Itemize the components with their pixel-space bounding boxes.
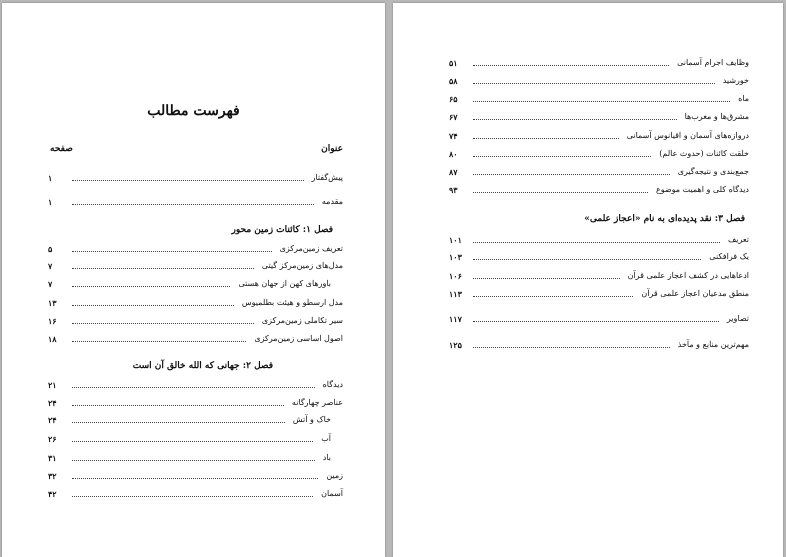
dot-leader (473, 118, 677, 120)
toc-entry-label: پیش‌گفتار (311, 173, 343, 182)
left-page (2, 3, 385, 557)
toc-entry-page-number: ۹۳ (449, 185, 458, 195)
toc-entry-page-number: ۵ (48, 244, 53, 254)
toc-entry (449, 54, 749, 68)
dot-leader (72, 285, 230, 287)
toc-entry (48, 449, 331, 463)
toc-entry-label: اصول اساسی زمین‌مرکزی (254, 334, 343, 343)
toc-entry (48, 411, 331, 425)
dot-leader (72, 322, 254, 324)
toc-entry-page-number: ۲۴ (48, 415, 57, 425)
toc-entry-label: زمین (326, 471, 343, 480)
toc-entry-page-number: ۴۲ (48, 489, 57, 499)
toc-entry-page-number: ۱۲۵ (449, 340, 462, 350)
dot-leader (72, 304, 234, 306)
toc-entry-page-number: ۷ (48, 279, 53, 289)
chapter-heading-3: فصل ۳: نقد پدیده‌ای به نام «اعجاز علمی» (584, 214, 745, 224)
toc-entry (449, 248, 749, 262)
toc-title: فهرست مطالب (147, 103, 240, 119)
dot-leader (72, 477, 318, 479)
toc-entry (449, 145, 749, 159)
toc-entry-label: خاک و آتش (292, 415, 331, 424)
toc-entry-label: باد (322, 453, 331, 462)
toc-entry-page-number: ۲۴ (48, 398, 57, 408)
toc-entry (449, 90, 749, 104)
toc-entry-label: تصاویر (726, 314, 749, 323)
dot-leader (473, 64, 669, 66)
toc-entry-label: مقدمه (321, 197, 343, 206)
toc-entry (48, 312, 343, 326)
toc-entry-page-number: ۱ (48, 197, 53, 207)
toc-entry-page-number: ۱۸ (48, 334, 57, 344)
dot-leader (473, 258, 701, 260)
toc-entry (449, 285, 749, 299)
dot-leader (473, 155, 651, 157)
column-header-title: عنوان (321, 144, 343, 154)
toc-entry-label: آب (321, 434, 331, 443)
toc-entry-label: مدل ارسطو و هیئت بطلمیوس (241, 298, 343, 307)
toc-entry (48, 330, 343, 344)
toc-entry (48, 485, 343, 499)
toc-entry (449, 231, 749, 245)
dot-leader (72, 495, 313, 497)
toc-entry-page-number: ۱۰۶ (449, 271, 462, 281)
dot-leader (72, 404, 284, 406)
toc-entry-label: دروازه‌های آسمان و اقیانوس آسمانی (626, 131, 749, 140)
dot-leader (72, 459, 315, 461)
toc-entry-page-number: ۱۱۳ (449, 289, 462, 299)
dot-leader (473, 277, 620, 279)
toc-entry (48, 169, 343, 183)
dot-leader (473, 241, 720, 243)
toc-entry (449, 72, 749, 86)
toc-entry-label: تعریف زمین‌مرکزی (279, 244, 343, 253)
toc-entry-label: ادعاهایی در کشف اعجاز علمی قرآن (627, 271, 749, 280)
toc-entry-page-number: ۸۷ (449, 167, 458, 177)
toc-entry-label: منطق مدعیان اعجاز علمی قرآن (641, 289, 749, 298)
toc-entry (449, 108, 749, 122)
toc-entry-page-number: ۷۴ (449, 131, 458, 141)
toc-entry (48, 430, 331, 444)
toc-entry (48, 467, 343, 481)
toc-entry-page-number: ۶۵ (449, 94, 458, 104)
toc-entry-label: یک فرافکنی (709, 252, 749, 261)
right-page (393, 3, 783, 557)
toc-entry-page-number: ۸۰ (449, 149, 458, 159)
toc-entry-page-number: ۲۱ (48, 380, 57, 390)
toc-entry (449, 127, 749, 141)
toc-entry (449, 336, 749, 350)
toc-entry-label: عناصر چهارگانه (291, 398, 343, 407)
toc-entry-page-number: ۱۱۷ (449, 314, 462, 324)
toc-entry-page-number: ۳۱ (48, 453, 57, 463)
toc-entry-label: مهم‌ترین منابع و مآخذ (677, 340, 749, 349)
toc-entry-label: آسمان (321, 489, 343, 498)
dot-leader (473, 100, 730, 102)
toc-entry (48, 240, 343, 254)
dot-leader (72, 340, 246, 342)
toc-entry-page-number: ۱۰۳ (449, 252, 462, 262)
chapter-heading-1: فصل ۱: کائنات زمین محور (231, 225, 333, 235)
dot-leader (72, 179, 304, 181)
dot-leader (473, 173, 670, 175)
toc-entry-page-number: ۶۷ (449, 112, 458, 122)
toc-entry-label: مدل‌های زمین‌مرکز گیتی (261, 261, 343, 270)
dot-leader (72, 421, 285, 423)
dot-leader (473, 191, 648, 193)
toc-entry-label: وظایف اجرام آسمانی (677, 58, 749, 67)
toc-entry-label: خلقت کائنات (حدوث عالم) (659, 149, 749, 158)
toc-entry-page-number: ۱۰۱ (449, 235, 462, 245)
toc-entry-label: جمع‌بندی و نتیجه‌گیری (677, 167, 749, 176)
toc-entry-page-number: ۳۲ (48, 471, 57, 481)
toc-entry (48, 294, 343, 308)
toc-entry (449, 163, 749, 177)
dot-leader (473, 295, 633, 297)
toc-entry-label: سیر تکاملی زمین‌مرکزی (261, 316, 343, 325)
toc-entry (449, 181, 749, 195)
dot-leader (473, 320, 719, 322)
toc-entry (449, 310, 749, 324)
toc-entry-label: دیدگاه کلی و اهمیت موضوع (655, 185, 749, 194)
dot-leader (72, 203, 314, 205)
dot-leader (72, 250, 272, 252)
toc-entry-label: دیدگاه (322, 380, 343, 389)
toc-entry-page-number: ۷ (48, 261, 53, 271)
toc-entry-label: ماه (738, 94, 749, 103)
dot-leader (473, 346, 670, 348)
toc-entry-page-number: ۵۱ (449, 58, 458, 68)
dot-leader (473, 137, 619, 139)
toc-entry-page-number: ۱۶ (48, 316, 57, 326)
toc-entry (48, 275, 331, 289)
toc-entry-page-number: ۵۸ (449, 76, 458, 86)
column-header-page: صفحه (50, 144, 73, 154)
toc-entry (449, 267, 749, 281)
toc-entry-label: خورشید (722, 76, 749, 85)
toc-entry-label: باورهای کهن از جهان هستی (238, 279, 331, 288)
dot-leader (72, 440, 313, 442)
toc-entry-page-number: ۲۶ (48, 434, 57, 444)
toc-entry (48, 394, 343, 408)
toc-entry-label: تعریف (727, 235, 749, 244)
toc-entry-page-number: ۱ (48, 173, 53, 183)
toc-entry-label: مشرق‌ها و مغرب‌ها (684, 112, 749, 121)
chapter-heading-2: فصل ۲: جهانی که الله خالق آن است (132, 361, 273, 371)
toc-entry (48, 376, 343, 390)
toc-entry (48, 193, 343, 207)
dot-leader (473, 82, 715, 84)
toc-entry-page-number: ۱۳ (48, 298, 57, 308)
toc-entry (48, 257, 343, 271)
dot-leader (72, 267, 254, 269)
dot-leader (72, 386, 315, 388)
